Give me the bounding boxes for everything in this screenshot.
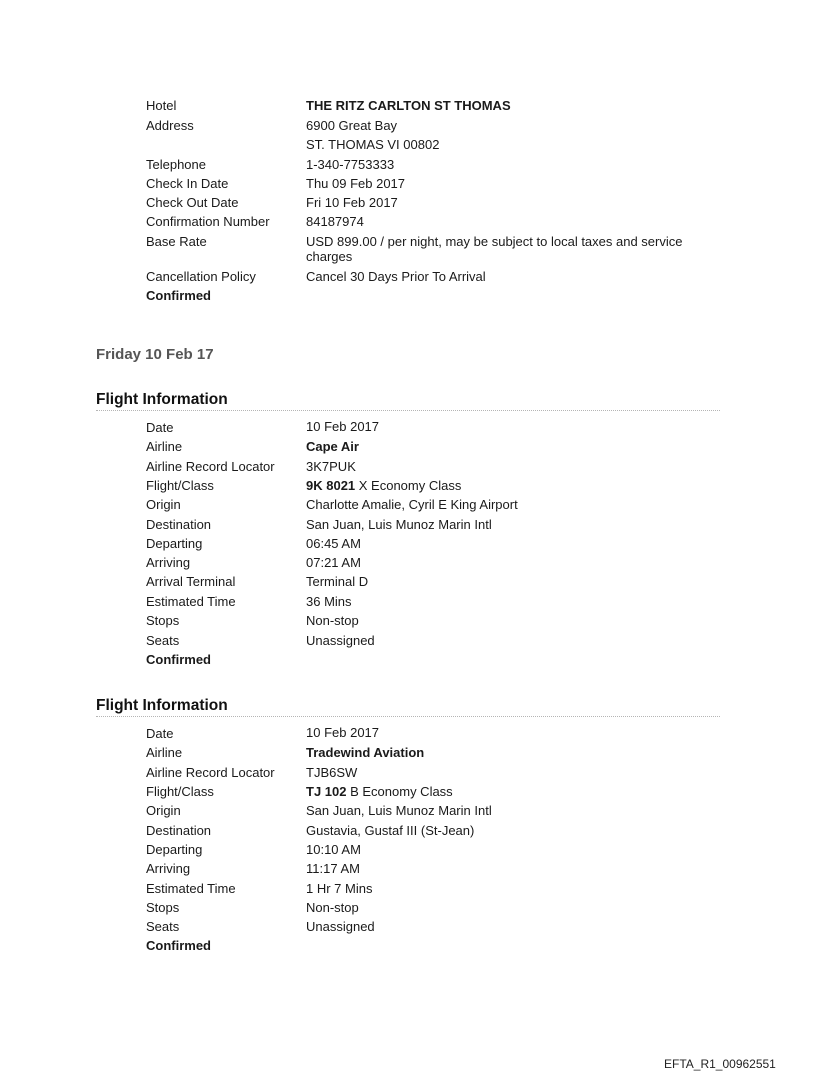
f1-date-label: Date	[146, 420, 174, 435]
hotel-name: THE RITZ CARLTON ST THOMAS	[306, 98, 511, 113]
f2-date-value: 10 Feb 2017	[306, 725, 380, 740]
confirmation-label: Confirmation Number	[146, 214, 270, 229]
f1-stops-label: Stops	[146, 613, 180, 628]
f2-flight-class-value	[306, 784, 453, 799]
f1-airline-label: Airline	[146, 439, 183, 454]
f2-origin-label: Origin	[146, 803, 181, 818]
f1-estimated-label: Estimated Time	[146, 594, 236, 609]
f2-destination-label: Destination	[146, 823, 212, 838]
address-line-1: 6900 Great Bay	[306, 118, 398, 133]
f2-stops-value: Non-stop	[306, 900, 359, 915]
f2-estimated-label: Estimated Time	[146, 881, 236, 896]
telephone-label: Telephone	[146, 157, 206, 172]
flight-2-title: Flight Information	[96, 697, 720, 717]
f1-departing-value: 06:45 AM	[306, 536, 361, 551]
f1-terminal-value: Terminal D	[306, 574, 369, 589]
f1-departing-label: Departing	[146, 536, 203, 551]
f2-origin-value: San Juan, Luis Munoz Marin Intl	[306, 803, 492, 818]
f1-flight-class-label: Flight/Class	[146, 478, 214, 493]
f2-flight-class-label: Flight/Class	[146, 784, 214, 799]
check-in-value: Thu 09 Feb 2017	[306, 176, 406, 191]
f1-class: X Economy Class	[355, 478, 462, 493]
check-in-label: Check In Date	[146, 176, 229, 191]
f1-origin-value: Charlotte Amalie, Cyril E King Airport	[306, 497, 518, 512]
cancellation-value: Cancel 30 Days Prior To Arrival	[306, 269, 486, 284]
f1-seats-value: Unassigned	[306, 633, 375, 648]
f1-stops-value: Non-stop	[306, 613, 359, 628]
check-out-value: Fri 10 Feb 2017	[306, 195, 398, 210]
document-id: EFTA_R1_00962551	[664, 1057, 776, 1071]
base-rate-value: USD 899.00 / per night, may be subject to local taxes and service charges	[306, 234, 683, 264]
f1-flight-number: 9K 8021	[306, 478, 356, 493]
f2-departing-label: Departing	[146, 842, 203, 857]
confirmation-value: 84187974	[306, 214, 364, 229]
f1-flight-class-value	[306, 478, 461, 493]
f2-airline-label: Airline	[146, 745, 183, 760]
f1-airline-value: Cape Air	[306, 439, 359, 454]
day-header: Friday 10 Feb 17	[96, 346, 214, 363]
f1-destination-value: San Juan, Luis Munoz Marin Intl	[306, 517, 492, 532]
f2-locator-label: Airline Record Locator	[146, 765, 275, 780]
f2-stops-label: Stops	[146, 900, 180, 915]
f1-arriving-value: 07:21 AM	[306, 555, 361, 570]
cancellation-label: Cancellation Policy	[146, 269, 256, 284]
f1-locator-label: Airline Record Locator	[146, 459, 275, 474]
f1-date-value: 10 Feb 2017	[306, 419, 380, 434]
f2-seats-value: Unassigned	[306, 919, 375, 934]
f1-origin-label: Origin	[146, 497, 181, 512]
f2-seats-label: Seats	[146, 919, 180, 934]
f2-airline-value: Tradewind Aviation	[306, 745, 425, 760]
f1-estimated-value: 36 Mins	[306, 594, 352, 609]
f2-arriving-value: 11:17 AM	[306, 861, 360, 876]
check-out-label: Check Out Date	[146, 195, 239, 210]
f2-flight-number: TJ 102	[306, 784, 347, 799]
flight-1-title: Flight Information	[96, 391, 720, 411]
hotel-label: Hotel	[146, 98, 177, 113]
f1-locator-value: 3K7PUK	[306, 459, 356, 474]
f2-destination-value: Gustavia, Gustaf III (St-Jean)	[306, 823, 475, 838]
f1-seats-label: Seats	[146, 633, 180, 648]
f1-status: Confirmed	[146, 652, 211, 667]
base-rate-label: Base Rate	[146, 234, 207, 249]
f2-estimated-value: 1 Hr 7 Mins	[306, 881, 373, 896]
f2-date-label: Date	[146, 726, 174, 741]
hotel-status: Confirmed	[146, 288, 211, 303]
f2-locator-value: TJB6SW	[306, 765, 358, 780]
f1-arriving-label: Arriving	[146, 555, 191, 570]
f1-terminal-label: Arrival Terminal	[146, 574, 236, 589]
f1-destination-label: Destination	[146, 517, 212, 532]
f2-class: B Economy Class	[346, 784, 453, 799]
address-label: Address	[146, 118, 194, 133]
f2-departing-value: 10:10 AM	[306, 842, 361, 857]
telephone-value: 1-340-7753333	[306, 157, 395, 172]
f2-arriving-label: Arriving	[146, 861, 191, 876]
address-line-2: ST. THOMAS VI 00802	[306, 137, 440, 152]
f2-status: Confirmed	[146, 938, 211, 953]
